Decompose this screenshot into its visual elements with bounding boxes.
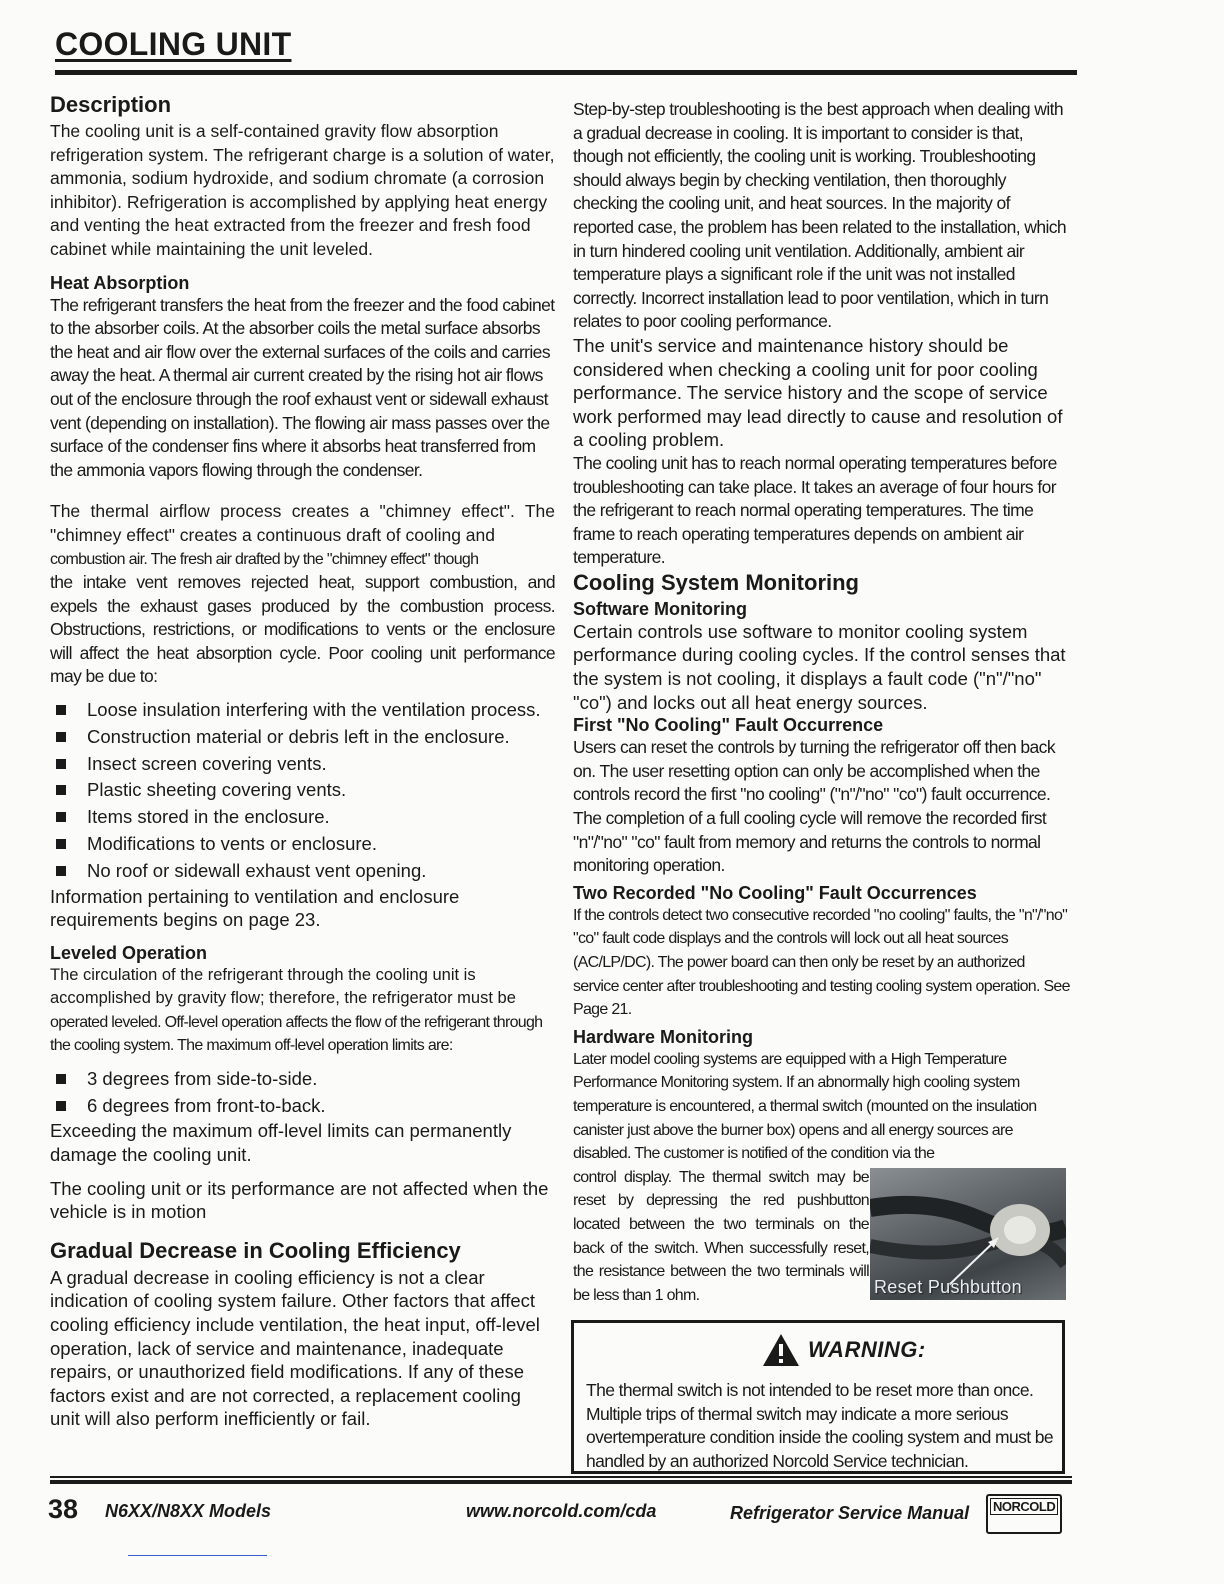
warning-box xyxy=(571,1320,1065,1474)
off-level-limits-list xyxy=(50,1066,555,1120)
troubleshooting-text-3: The cooling unit has to reach normal operating temperatures before troubleshooting can take place. It takes an average of four hours for the refrigerant to reach normal operating temperatures. The time frame to reach operating temperatures depends on ambient air temperature. xyxy=(573,452,1057,568)
leveled-text-3: Exceeding the maximum off-level limits can permanently damage the cooling unit. xyxy=(50,1120,512,1166)
page-number: 38 xyxy=(48,1494,79,1524)
leveled-text-1: The circulation of the refrigerant through the cooling unit is accomplished by gravity flow; therefore, the refrigerator must be xyxy=(50,965,516,1008)
warning-header xyxy=(762,1333,926,1367)
thermal-switch-photo xyxy=(870,1168,1066,1300)
bullet-square-icon xyxy=(56,839,66,849)
warning-title: WARNING: xyxy=(808,1337,926,1362)
heat-absorption-text: The refrigerant transfers the heat from the freezer and the food cabinet to the absorber coils. At the absorber coils the metal surface absorbs the heat and air flow over the external surfaces of the coils and carries away the heat. A thermal air current created by the rising hot air flows out of the enclosure through the roof exhaust vent or sidewall exhaust vent (depending on installation). The flowing air mass passes over the surface of the condenser fins where it absorbs heat transferred from the ammonia vapors flowing through the condenser. xyxy=(50,294,555,480)
hardware-monitoring-text-2: control display. The thermal switch may be reset by depressing the red pushbutton located between the two terminals on the back of the switch. When successfully reset, the resistance between the two terminals will be less than 1 ohm. xyxy=(573,1168,869,1304)
heat-absorption-heading: Heat Absorption xyxy=(50,272,190,293)
photo-caption: Reset Pushbutton xyxy=(874,1276,1022,1297)
left-column xyxy=(50,92,555,1431)
footer-rule-thick xyxy=(50,1480,1072,1484)
list-item: Insect screen covering vents. xyxy=(50,751,555,778)
description-heading: Description xyxy=(50,92,172,117)
footer-rule xyxy=(50,1476,1072,1478)
bullet-square-icon xyxy=(56,785,66,795)
two-faults-heading: Two Recorded "No Cooling" Fault Occurrences xyxy=(573,882,977,903)
gradual-decrease-heading: Gradual Decrease in Cooling Efficiency xyxy=(50,1237,461,1263)
footer-url[interactable]: www.norcold.com/cda xyxy=(466,1501,657,1521)
right-column xyxy=(573,98,1070,1304)
software-monitoring-heading: Software Monitoring xyxy=(573,598,747,619)
link-underline xyxy=(128,1555,267,1556)
gradual-decrease-text: A gradual decrease in cooling efficiency is not a clear indication of cooling system failure. Other factors that affect cooling efficiency include ventilation, the heat input, off-level operation, lack of service and maintenance, inadequate repairs, or unauthorized field modifications. If any of these factors exist and are not corrected, a replacement cooling unit will also perform inefficiently or fail. xyxy=(50,1266,540,1430)
bullet-square-icon xyxy=(56,732,66,742)
title-rule xyxy=(55,70,1077,75)
leveled-text-4: The cooling unit or its performance are not affected when the vehicle is in motion xyxy=(50,1177,549,1223)
norcold-logo xyxy=(986,1494,1062,1534)
troubleshooting-text-1: Step-by-step troubleshooting is the best approach when dealing with a gradual decrease in cooling. It is important to consider is that, though not efficiently, the cooling unit is working. Troubleshooting should always begin by checking ventilation, then thoroughly checking the cooling unit, and heat sources. In the majority of reported case, the problem has been related to the installation, which in turn hindered cooling unit ventilation. Additionally, ambient air temperature plays a significant role if the unit was not installed correctly. Incorrect installation lead to poor ventilation, which in turn relates to poor cooling performance. xyxy=(573,99,1067,332)
list-item: 6 degrees from front-to-back. xyxy=(50,1093,555,1120)
logo-text: NORCOLD xyxy=(990,1498,1058,1515)
troubleshooting-text-2: The unit's service and maintenance history should be considered when checking a cooling unit for poor cooling performance. The service history and the scope of service work performed may lead directly to cause and resolution of a cooling problem. xyxy=(573,334,1063,451)
first-fault-heading: First "No Cooling" Fault Occurrence xyxy=(573,715,884,736)
page-title: COOLING UNIT xyxy=(55,26,292,62)
software-monitoring-text: Certain controls use software to monitor cooling system performance during cooling cycles. If the control senses that the system is not cooling, it displays a fault code ("n"/"no" "co") and locks out all heat energy sources. xyxy=(573,620,1066,713)
chimney-text-1: The thermal airflow process creates a "chimney effect". The "chimney effect" creates a continuous draft of cooling and xyxy=(50,501,555,545)
chimney-text-2: combustion air. The fresh air drafted by the "chimney effect" though xyxy=(50,550,479,568)
leveled-text-2: operated leveled. Off-level operation affects the flow of the refrigerant through the cooling system. The maximum off-level operation limits are: xyxy=(50,1013,543,1055)
list-item: Items stored in the enclosure. xyxy=(50,804,555,831)
hardware-monitoring-text: Later model cooling systems are equipped with a High Temperature Performance Monitoring system. If an abnormally high cooling system temperature is encountered, a thermal switch (mounted on the insulation canister just above the burner box) opens and all energy sources are disabled. The customer is notified of the condition via the xyxy=(573,1050,1037,1163)
description-text: The cooling unit is a self-contained gravity flow absorption refrigeration system. The refrigerant charge is a solution of water, ammonia, sodium hydroxide, and sodium chromate (a corrosion inhibitor). Refrigeration is accomplished by applying heat energy and venting the heat extracted from the freezer and fresh food cabinet while maintaining the unit leveled. xyxy=(50,121,555,259)
page-footer xyxy=(48,1494,1072,1538)
hardware-monitoring-heading: Hardware Monitoring xyxy=(573,1026,754,1047)
footer-models: N6XX/N8XX Models xyxy=(105,1501,272,1521)
bullet-square-icon xyxy=(56,759,66,769)
list-item: 3 degrees from side-to-side. xyxy=(50,1066,555,1093)
warning-text: The thermal switch is not intended to be reset more than once. Multiple trips of thermal switch may indicate a more serious overtemperature condition inside the cooling system and must be handled by an authorized Norcold Service technician. xyxy=(586,1380,1054,1471)
cooling-monitoring-heading: Cooling System Monitoring xyxy=(573,569,859,595)
two-faults-text: If the controls detect two consecutive recorded "no cooling" faults, the "n"/"no" "co" fault code displays and the controls will lock out all heat sources (AC/LP/DC). The power board can then only be reset by an authorized service center after troubleshooting and testing cooling system operation. See Page 21. xyxy=(573,906,1070,1019)
list-item: Construction material or debris left in the enclosure. xyxy=(50,724,555,751)
poor-cooling-causes-list xyxy=(50,697,555,885)
list-item: No roof or sidewall exhaust vent opening. xyxy=(50,858,555,885)
bullet-square-icon xyxy=(56,1074,66,1084)
list-item: Plastic sheeting covering vents. xyxy=(50,777,555,804)
leveled-operation-heading: Leveled Operation xyxy=(50,942,208,963)
bullet-square-icon xyxy=(56,812,66,822)
first-fault-text: Users can reset the controls by turning the refrigerator off then back on. The user resetting option can only be accomplished when the controls record the first "no cooling" ("n"/"no" "co") fault occurrence. The completion of a full cooling cycle will remove the recorded first "n"/"no" "co" fault from memory and returns the controls to normal monitoring operation. xyxy=(573,737,1055,876)
list-item: Loose insulation interfering with the ventilation process. xyxy=(50,697,555,724)
ventilation-note: Information pertaining to ventilation and enclosure requirements begins on page 23. xyxy=(50,885,460,931)
list-item: Modifications to vents or enclosure. xyxy=(50,831,555,858)
footer-manual-title: Refrigerator Service Manual xyxy=(730,1503,970,1523)
bullet-square-icon xyxy=(56,1101,66,1111)
bullet-square-icon xyxy=(56,705,66,715)
bullet-square-icon xyxy=(56,866,66,876)
thermal-switch-section xyxy=(573,1166,1070,1304)
chimney-text-3: the intake vent removes rejected heat, support combustion, and expels the exhaust gases produced by the combustion process. Obstructions, restrictions, or modifications to vents or the enclosure will affect the heat absorption cycle. Poor cooling unit performance may be due to: xyxy=(50,572,555,687)
warning-triangle-icon xyxy=(762,1333,800,1367)
